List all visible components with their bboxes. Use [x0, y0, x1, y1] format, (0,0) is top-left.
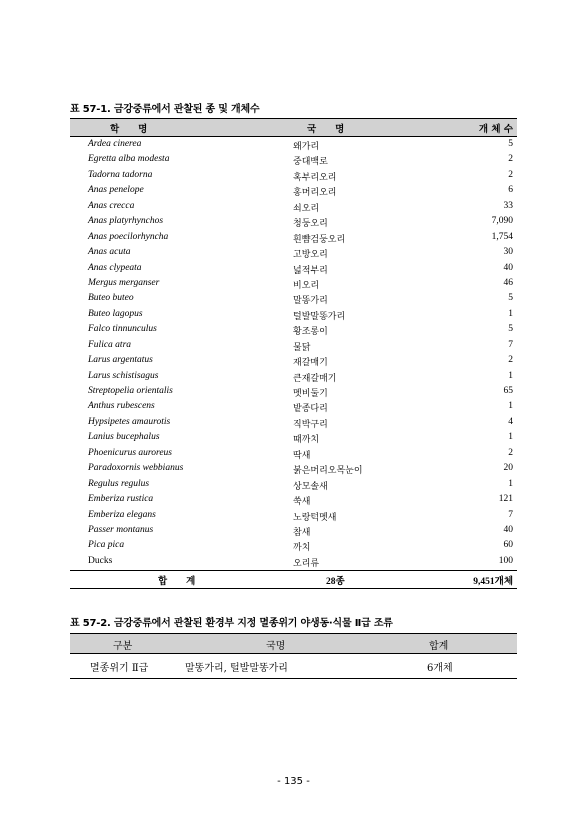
scientific-name-cell: Anas crecca	[88, 200, 135, 211]
count-cell: 7	[508, 339, 513, 350]
species-table-body	[70, 137, 517, 570]
scientific-name-cell: Regulus regulus	[88, 478, 150, 489]
table-row	[70, 354, 517, 369]
scientific-name-cell: Phoenicurus auroreus	[88, 447, 172, 458]
korean-name-cell: 오리류	[293, 558, 320, 569]
scientific-name-cell: Tadorna tadorna	[88, 169, 153, 180]
count-cell: 40	[503, 524, 513, 535]
scientific-name-cell: Larus argentatus	[88, 355, 153, 366]
scientific-name-cell: Anas platyrhynchos	[88, 216, 164, 227]
scientific-name-cell: Emberiza rustica	[88, 494, 154, 505]
species-table-total-row	[70, 570, 517, 589]
korean-name-cell: 혹부리오리	[293, 172, 337, 183]
count-cell: 1	[508, 308, 513, 319]
korean-name-cell: 청둥오리	[293, 219, 328, 230]
count-cell: 20	[503, 463, 513, 474]
korean-name-cell: 참새	[293, 527, 311, 538]
table-row	[70, 231, 517, 246]
scientific-name-cell: Anas penelope	[88, 185, 144, 196]
header-count: 개 체 수	[478, 124, 513, 135]
korean-name-cell: 까치	[293, 543, 311, 554]
header-scientific-name: 학 명	[110, 124, 148, 135]
count-cell: 1	[508, 370, 513, 381]
scientific-name-cell: Fulica atra	[88, 339, 132, 350]
count-cell: 40	[503, 262, 513, 273]
scientific-name-cell: Anas acuta	[88, 247, 131, 258]
scientific-name-cell: Paradoxornis webbianus	[88, 463, 184, 474]
korean-name-cell: 고방오리	[293, 250, 328, 261]
table-row	[70, 169, 517, 184]
table2-caption: 표 57-2. 금강중류에서 관찰된 환경부 지정 멸종위기 야생동·식물 Ⅱ급 조류	[70, 618, 393, 629]
table-row	[70, 215, 517, 230]
table-row	[70, 431, 517, 446]
count-cell: 6	[508, 185, 513, 196]
scientific-name-cell: Buteo lagopus	[88, 308, 143, 319]
korean-name-cell: 쇠오리	[293, 203, 320, 214]
count-cell: 4	[508, 416, 513, 427]
korean-name-cell: 홍머리오리	[293, 188, 337, 199]
scientific-name-cell: Mergus merganser	[88, 277, 160, 288]
scientific-name-cell: Falco tinnunculus	[88, 324, 157, 335]
table-row	[70, 262, 517, 277]
header-total: 합계	[429, 641, 449, 652]
header-korean-name: 국 명	[307, 124, 345, 135]
total-count: 9,451개체	[473, 577, 513, 588]
count-cell: 7,090	[491, 216, 513, 227]
korean-name-cell: 상모솔새	[293, 481, 328, 492]
korean-name-cell: 비오리	[293, 280, 320, 291]
table-row	[70, 462, 517, 477]
korean-name-cell: 노랑턱멧새	[293, 512, 337, 523]
korean-name-cell: 흰뺨검둥오리	[293, 234, 346, 245]
count-cell: 100	[498, 555, 513, 566]
table-row	[70, 339, 517, 354]
scientific-name-cell: Hypsipetes amaurotis	[88, 416, 171, 427]
header-korean-name: 국명	[266, 641, 286, 652]
total-species: 28종	[326, 577, 345, 588]
scientific-name-cell: Passer montanus	[88, 524, 154, 535]
table-row	[70, 323, 517, 338]
scientific-name-cell: Lanius bucephalus	[88, 432, 160, 443]
scientific-name-cell: Streptopelia orientalis	[88, 386, 173, 396]
count-cell: 33	[503, 200, 513, 211]
scientific-name-cell: Anas clypeata	[88, 262, 142, 273]
count-cell: 1	[508, 401, 513, 412]
endangered-table-header	[70, 633, 517, 654]
count-cell: 5	[508, 324, 513, 335]
korean-name-cell: 왜가리	[293, 142, 320, 152]
korean-name-cell: 때까치	[293, 435, 320, 446]
endangered-table	[70, 633, 517, 679]
page-number: - 135 -	[277, 776, 310, 787]
table-row	[70, 493, 517, 508]
table-row	[70, 654, 517, 679]
table-row	[70, 292, 517, 307]
scientific-name-cell: Larus schistisagus	[88, 370, 159, 381]
table-row	[70, 153, 517, 168]
count-cell: 1	[508, 432, 513, 443]
korean-name-cell: 털발말똥가리	[293, 311, 346, 322]
table-row	[70, 478, 517, 493]
count-cell: 2	[508, 154, 513, 165]
count-cell: 121	[498, 494, 513, 505]
korean-name-cell: 넓적부리	[293, 265, 328, 276]
korean-name-cell: 말똥가리, 털발말똥가리	[185, 663, 288, 674]
table-row	[70, 416, 517, 431]
korean-name-cell: 큰재갈매기	[293, 373, 337, 384]
table-row	[70, 308, 517, 323]
table-row	[70, 138, 517, 153]
table-row	[70, 246, 517, 261]
count-cell: 2	[508, 447, 513, 458]
korean-name-cell: 황조롱이	[293, 327, 328, 338]
table-row	[70, 400, 517, 415]
scientific-name-cell: Egretta alba modesta	[88, 154, 170, 165]
header-category: 구분	[113, 641, 133, 652]
scientific-name-cell: Anas poecilorhyncha	[88, 231, 169, 242]
count-cell: 2	[508, 355, 513, 366]
korean-name-cell: 딱새	[293, 450, 311, 461]
korean-name-cell: 붉은머리오목눈이	[293, 466, 363, 477]
table-row	[70, 555, 517, 570]
korean-name-cell: 말똥가리	[293, 296, 328, 307]
count-cell: 1,754	[491, 231, 513, 242]
count-cell: 2	[508, 169, 513, 180]
korean-name-cell: 쑥새	[293, 497, 311, 508]
species-table-header	[70, 118, 517, 137]
scientific-name-cell: Ardea cinerea	[88, 139, 142, 149]
count-cell: 7	[508, 509, 513, 520]
scientific-name-cell: Anthus rubescens	[88, 401, 155, 412]
count-cell: 46	[503, 277, 513, 288]
scientific-name-cell: Emberiza elegans	[88, 509, 156, 520]
korean-name-cell: 멧비둘기	[293, 389, 328, 399]
count-cell: 65	[503, 386, 513, 396]
table-row	[70, 447, 517, 462]
species-table	[70, 118, 517, 589]
total-cell: 6개체	[427, 663, 453, 674]
table-row	[70, 524, 517, 539]
korean-name-cell: 직박구리	[293, 419, 328, 430]
table1-caption: 표 57-1. 금강중류에서 관찰된 종 및 개체수	[70, 104, 260, 115]
category-cell: 멸종위기 Ⅱ급	[90, 663, 149, 674]
count-cell: 60	[503, 540, 513, 551]
scientific-name-cell: Buteo buteo	[88, 293, 134, 304]
table-row	[70, 539, 517, 554]
table-row	[70, 370, 517, 385]
count-cell: 5	[508, 293, 513, 304]
count-cell: 1	[508, 478, 513, 489]
korean-name-cell: 재갈매기	[293, 358, 328, 369]
scientific-name-cell: Ducks	[88, 555, 113, 566]
scientific-name-cell: Pica pica	[88, 540, 125, 551]
count-cell: 5	[508, 139, 513, 149]
korean-name-cell: 중대백로	[293, 157, 328, 168]
table-row	[70, 509, 517, 524]
table-row	[70, 277, 517, 292]
table-row	[70, 200, 517, 215]
total-label: 합 계	[158, 577, 196, 588]
count-cell: 30	[503, 247, 513, 258]
table-row	[70, 184, 517, 199]
table-row	[70, 385, 517, 400]
korean-name-cell: 밭종다리	[293, 404, 328, 415]
korean-name-cell: 물닭	[293, 342, 311, 353]
